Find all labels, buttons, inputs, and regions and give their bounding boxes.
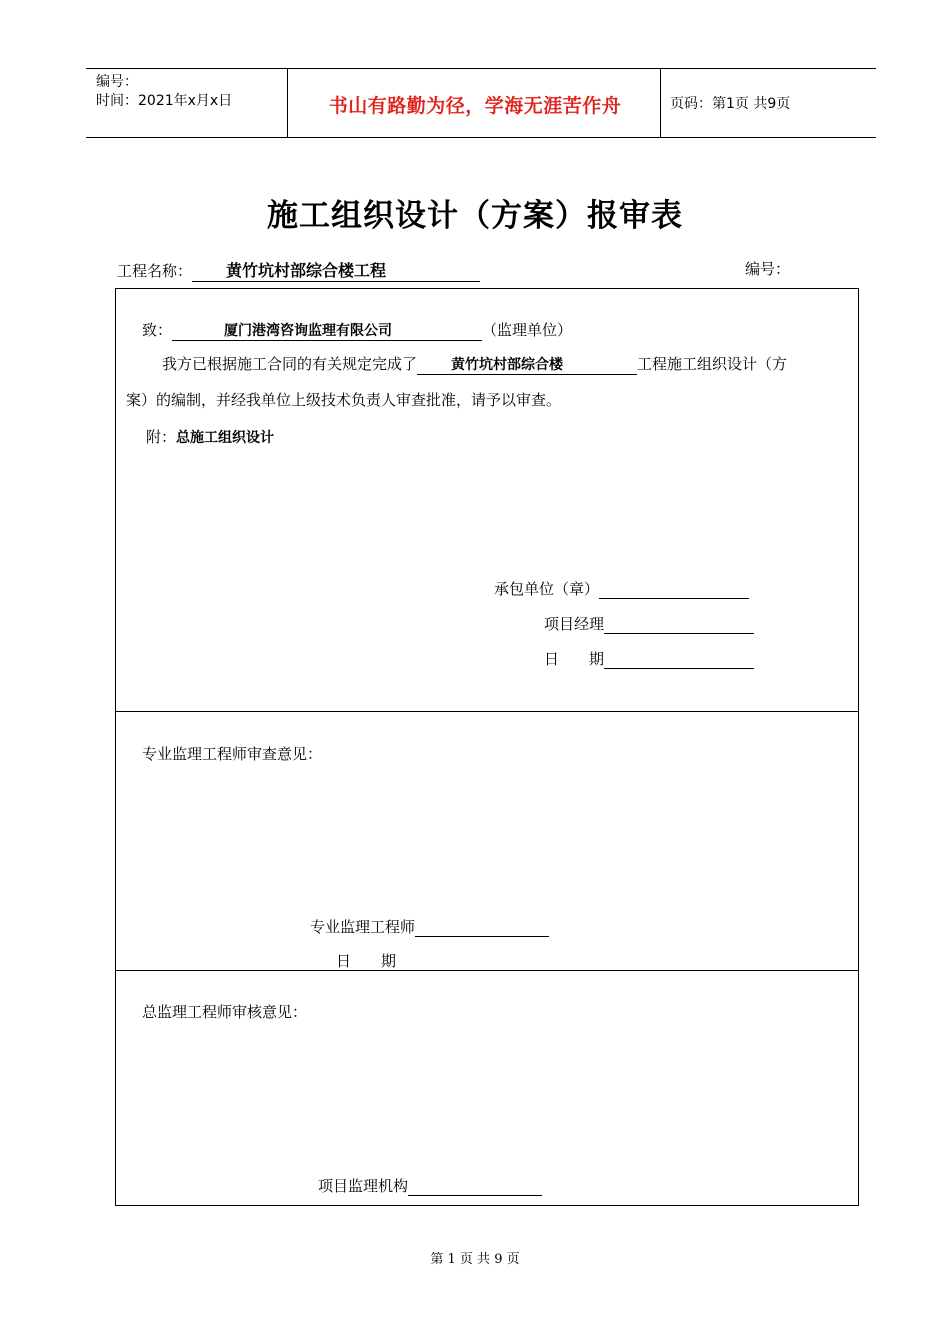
footer-page-number: 第 1 页 共 9 页	[430, 1252, 520, 1267]
header-table	[86, 68, 876, 138]
to-label: 致：	[142, 321, 173, 339]
engineer-label: 专业监理工程师	[310, 918, 416, 936]
contractor-sign-row	[494, 578, 749, 599]
section-divider	[116, 970, 858, 971]
date-label-1: 日 期	[544, 650, 605, 668]
header-motto: 书山有路勤为径，学海无涯苦作舟	[328, 95, 622, 117]
header-divider	[660, 69, 661, 137]
review-form	[115, 288, 859, 1206]
contractor-line	[599, 582, 749, 599]
body-line-2: 案）的编制，并经我单位上级技术负责人审查批准，请予以审查。	[126, 391, 562, 409]
org-label: 项目监理机构	[318, 1177, 409, 1195]
engineer-sign-row	[310, 916, 549, 937]
project-name-value: 黄竹坑村部综合楼工程	[192, 258, 480, 282]
org-line	[408, 1179, 542, 1196]
engineer-line	[415, 920, 549, 937]
contractor-label: 承包单位（章）	[494, 580, 600, 598]
attach-value: 总施工组织设计	[176, 430, 275, 446]
attachment-row	[146, 426, 274, 447]
date-label-2: 日 期	[336, 952, 397, 970]
body-pre: 我方已根据施工合同的有关规定完成了	[162, 355, 418, 373]
chief-opinion-heading: 总监理工程师审核意见：	[142, 1003, 308, 1021]
to-value: 厦门港湾咨询监理有限公司	[172, 320, 482, 341]
date-sign-row-2	[336, 950, 530, 971]
header-page-info: 页码：第1页 共9页	[670, 96, 791, 112]
code-label: 编号：	[96, 74, 138, 90]
date-line-2	[396, 954, 530, 971]
project-number-label: 编号：	[745, 260, 791, 278]
manager-label: 项目经理	[544, 615, 605, 633]
specialist-opinion-heading: 专业监理工程师审查意见：	[142, 745, 323, 763]
time-label: 时间：2021年x月x日	[96, 93, 233, 109]
org-sign-row	[318, 1175, 542, 1196]
body-post: 工程施工组织设计（方	[637, 355, 788, 373]
date-line-1	[604, 652, 754, 669]
manager-sign-row	[544, 613, 754, 634]
to-suffix: （监理单位）	[482, 321, 573, 339]
body-project: 黄竹坑村部综合楼	[417, 354, 637, 375]
header-meta	[96, 73, 232, 111]
body-line-1	[162, 353, 787, 375]
attach-label: 附：	[146, 428, 177, 446]
project-name-row	[117, 258, 480, 282]
project-name-label: 工程名称：	[117, 262, 193, 280]
section-divider	[116, 711, 858, 712]
manager-line	[604, 617, 754, 634]
page-title: 施工组织设计（方案）报审表	[267, 198, 683, 234]
date-sign-row-1	[544, 648, 754, 669]
to-row	[142, 319, 572, 341]
